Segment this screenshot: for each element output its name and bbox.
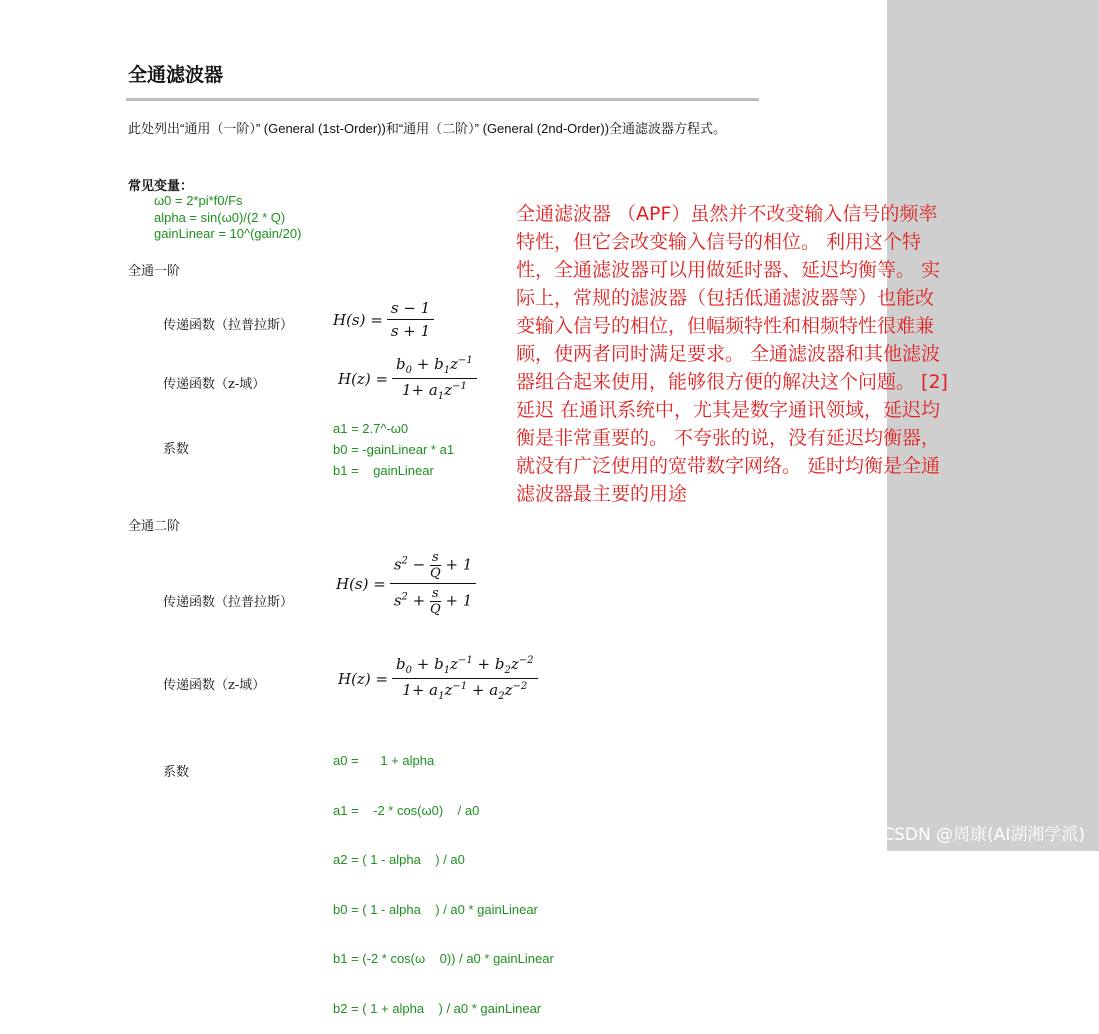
first-order-z-label: 传递函数（z-域） (163, 377, 266, 392)
second-order-heading: 全通二阶 (128, 519, 181, 534)
common-var-line: alpha = sin(ω0)/(2 * Q) (154, 209, 286, 225)
intro-paragraph: 此处列出“通用（一阶）” (General (1st-Order))和“通用（二阶）” (General (2nd-Order))全通滤波器方程式。 (128, 121, 727, 136)
second-order-z-label: 传递函数（z-域） (163, 678, 266, 693)
first-order-laplace-formula: H(s) = $\frac{s - 1}{s + 1}$ (333, 299, 434, 340)
title-divider (126, 98, 759, 101)
common-var-line: gainLinear = 10^(gain/20) (154, 226, 302, 241)
coef-line: a0 = 1 + alpha (333, 753, 435, 768)
coef-line: b1 = gainLinear (333, 463, 434, 478)
coef-line: b1 = (-2 * cos(ω 0)) / a0 * gainLinear (333, 951, 554, 966)
coef-line: a1 = 2.7^-ω0 (333, 421, 409, 436)
second-order-coef-list (333, 720, 554, 1034)
first-order-coef-label: 系数 (163, 442, 190, 457)
second-order-z-formula: H(z) = $\frac{b_0 + b_1z^{-1} + b_2z^{-2}}{1+ a_1z^{-1} + a_2z^{-2}}$ (338, 655, 538, 702)
common-vars-label: 常见变量： (128, 179, 194, 194)
second-order-laplace-formula: H(s) = $s^2$ − $\frac{s}{Q}$ + 1 $s^2$ + $\frac{s}{Q}$ + 1 (336, 550, 476, 617)
second-order-laplace-label: 传递函数（拉普拉斯） (163, 595, 294, 610)
coef-line: b0 = ( 1 - alpha ) / a0 * gainLinear (333, 901, 538, 917)
second-order-coef-label: 系数 (163, 765, 190, 780)
page-title: 全通滤波器 (128, 64, 224, 86)
first-order-coef-list (333, 418, 454, 481)
common-vars-list (154, 193, 301, 243)
watermark: CSDN @周康(AI湖湘学派) (882, 825, 1085, 845)
coef-line: a1 = -2 * cos(ω0) / a0 (333, 802, 480, 818)
coef-line: a2 = ( 1 - alpha ) / a0 (333, 852, 465, 867)
coef-line: b0 = -gainLinear * a1 (333, 442, 455, 457)
first-order-heading: 全通一阶 (128, 264, 181, 279)
apf-note: 全通滤波器 （APF）虽然并不改变输入信号的频率特性，但它会改变输入信号的相位。 利用这个特性，全通滤波器可以用做延时器、延迟均衡等。 实际上，常规的滤波器（包括低通滤波器等）也能改变输入信号的相位，但幅频特性和相频特性很难兼顾，使两者同时满足要求。 全通滤波器和其他滤波器组合起来使用，能够很方便的解决这个问题。 [2] 延迟 在通讯系统中，尤其是数字通讯领域，延迟均衡是非常重要的。 不夸张的说，没有延迟均衡器，就没有广泛使用的宽带数字网络。 延时均衡是全通滤波器最主要的用途 (516, 203, 948, 505)
first-order-laplace-label: 传递函数（拉普拉斯） (163, 318, 294, 333)
common-var-line: ω0 = 2*pi*f0/Fs (154, 193, 243, 208)
first-order-z-formula: H(z) = $\frac{b_0 + b_1z^{-1}}{1+ a_1z^{-1}}$ (338, 355, 477, 402)
coef-line: b2 = ( 1 + alpha ) / a0 * gainLinear (333, 1000, 542, 1016)
